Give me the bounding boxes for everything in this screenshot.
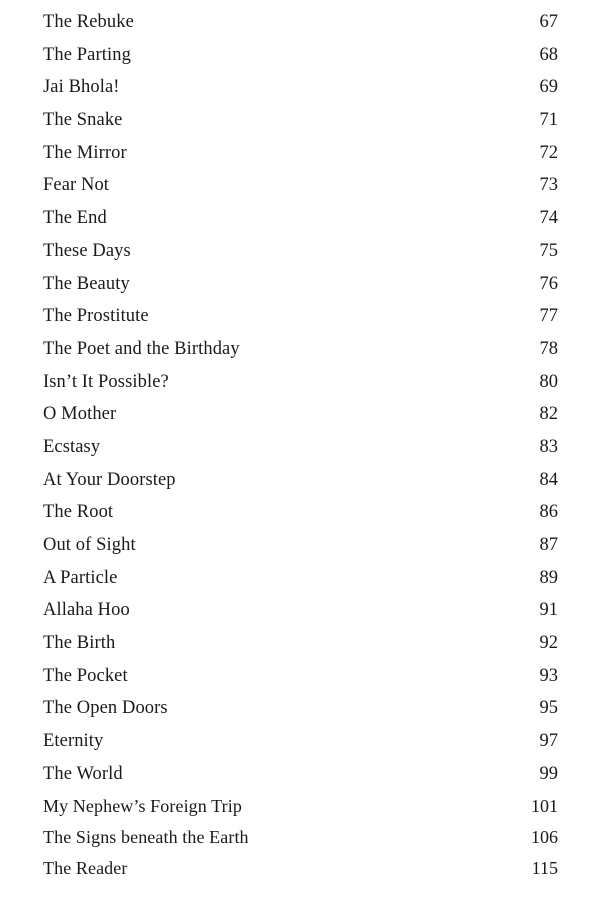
toc-entry	[43, 791, 558, 822]
toc-entry-title: Allaha Hoo	[43, 600, 130, 621]
toc-entry-title: The World	[43, 763, 123, 784]
toc-entry	[43, 692, 558, 725]
toc-entry-page: 95	[539, 698, 558, 719]
toc-entry-page: 78	[539, 338, 558, 359]
toc-entry	[43, 6, 558, 39]
toc-entry-page: 92	[539, 633, 558, 654]
toc-entry-title: My Nephew’s Foreign Trip	[43, 795, 242, 816]
toc-entry	[43, 333, 558, 366]
toc-entry	[43, 562, 558, 595]
toc-entry-page: 83	[539, 436, 558, 457]
toc-entry-page: 97	[539, 731, 558, 752]
toc-entry-page: 71	[539, 110, 558, 131]
toc-entry-page: 82	[539, 404, 558, 425]
toc-entry-title: The Snake	[43, 110, 123, 131]
toc-entry	[43, 398, 558, 431]
toc-entry-title: Ecstasy	[43, 436, 101, 457]
toc-entry	[43, 169, 558, 202]
toc-entry-page: 74	[539, 208, 558, 229]
toc-entry-page: 115	[531, 857, 558, 878]
toc-entry	[43, 660, 558, 693]
toc-entry-page: 89	[539, 567, 558, 588]
toc-entry-page: 76	[539, 273, 558, 294]
toc-entry-title: At Your Doorstep	[43, 469, 176, 490]
toc-entry-page: 77	[539, 306, 558, 327]
toc-entry-title: Fear Not	[43, 175, 110, 196]
toc-entry-page: 99	[539, 763, 558, 784]
toc-entry-title: Out of Sight	[43, 535, 136, 555]
toc-entry-title: The Mirror	[43, 142, 127, 163]
toc-entry	[43, 496, 558, 529]
toc-entry-page: 86	[539, 502, 558, 523]
toc-entry-title: A Particle	[43, 567, 118, 588]
toc-entry-page: 93	[539, 665, 558, 686]
toc-entry	[43, 104, 558, 137]
toc-entry-page: 68	[539, 44, 558, 65]
toc-entry-title: O Mother	[43, 404, 117, 425]
toc-entry-title: The End	[43, 208, 107, 229]
toc-entry	[43, 71, 558, 104]
toc-entry	[43, 137, 558, 170]
toc-entry-title: Jai Bhola!	[43, 77, 120, 98]
toc-entry	[43, 366, 558, 399]
toc-entry-page: 69	[539, 77, 558, 98]
toc-entry-title: These Days	[43, 240, 131, 261]
toc-entry	[43, 235, 558, 268]
toc-entry-page: 91	[539, 600, 558, 621]
toc-entry-page: 101	[531, 795, 558, 816]
toc-entry-title: Isn’t It Possible?	[43, 371, 169, 392]
toc-entry-title: The Prostitute	[43, 306, 149, 327]
toc-entry-page: 73	[539, 175, 558, 196]
table-of-contents	[43, 6, 558, 884]
toc-entry-page: 106	[531, 826, 558, 847]
toc-entry-page: 75	[539, 240, 558, 261]
toc-entry	[43, 39, 558, 72]
toc-entry-title: The Pocket	[43, 665, 128, 686]
toc-entry	[43, 725, 558, 758]
toc-entry-title: The Poet and the Birthday	[43, 338, 240, 359]
toc-entry	[43, 300, 558, 333]
toc-entry	[43, 758, 558, 791]
toc-entry-page: 80	[539, 371, 558, 392]
toc-entry	[43, 529, 558, 562]
toc-entry-page: 87	[539, 535, 558, 555]
toc-entry	[43, 822, 558, 853]
toc-entry-title: The Parting	[43, 44, 131, 65]
toc-entry	[43, 853, 558, 884]
toc-entry-page: 84	[539, 469, 558, 490]
toc-entry-page: 72	[539, 142, 558, 163]
toc-entry-page: 67	[539, 12, 558, 32]
toc-entry	[43, 464, 558, 497]
toc-entry-title: The Open Doors	[43, 698, 168, 719]
toc-entry	[43, 268, 558, 301]
toc-entry	[43, 202, 558, 235]
toc-entry	[43, 627, 558, 660]
toc-entry-title: The Beauty	[43, 273, 130, 294]
toc-entry-title: Eternity	[43, 731, 104, 752]
toc-entry-title: The Birth	[43, 633, 116, 654]
toc-entry-title: The Signs beneath the Earth	[43, 826, 249, 847]
toc-entry-title: The Root	[43, 502, 114, 523]
toc-entry	[43, 431, 558, 464]
toc-entry	[43, 594, 558, 627]
toc-entry-title: The Rebuke	[43, 12, 134, 32]
toc-entry-title: The Reader	[43, 857, 128, 878]
